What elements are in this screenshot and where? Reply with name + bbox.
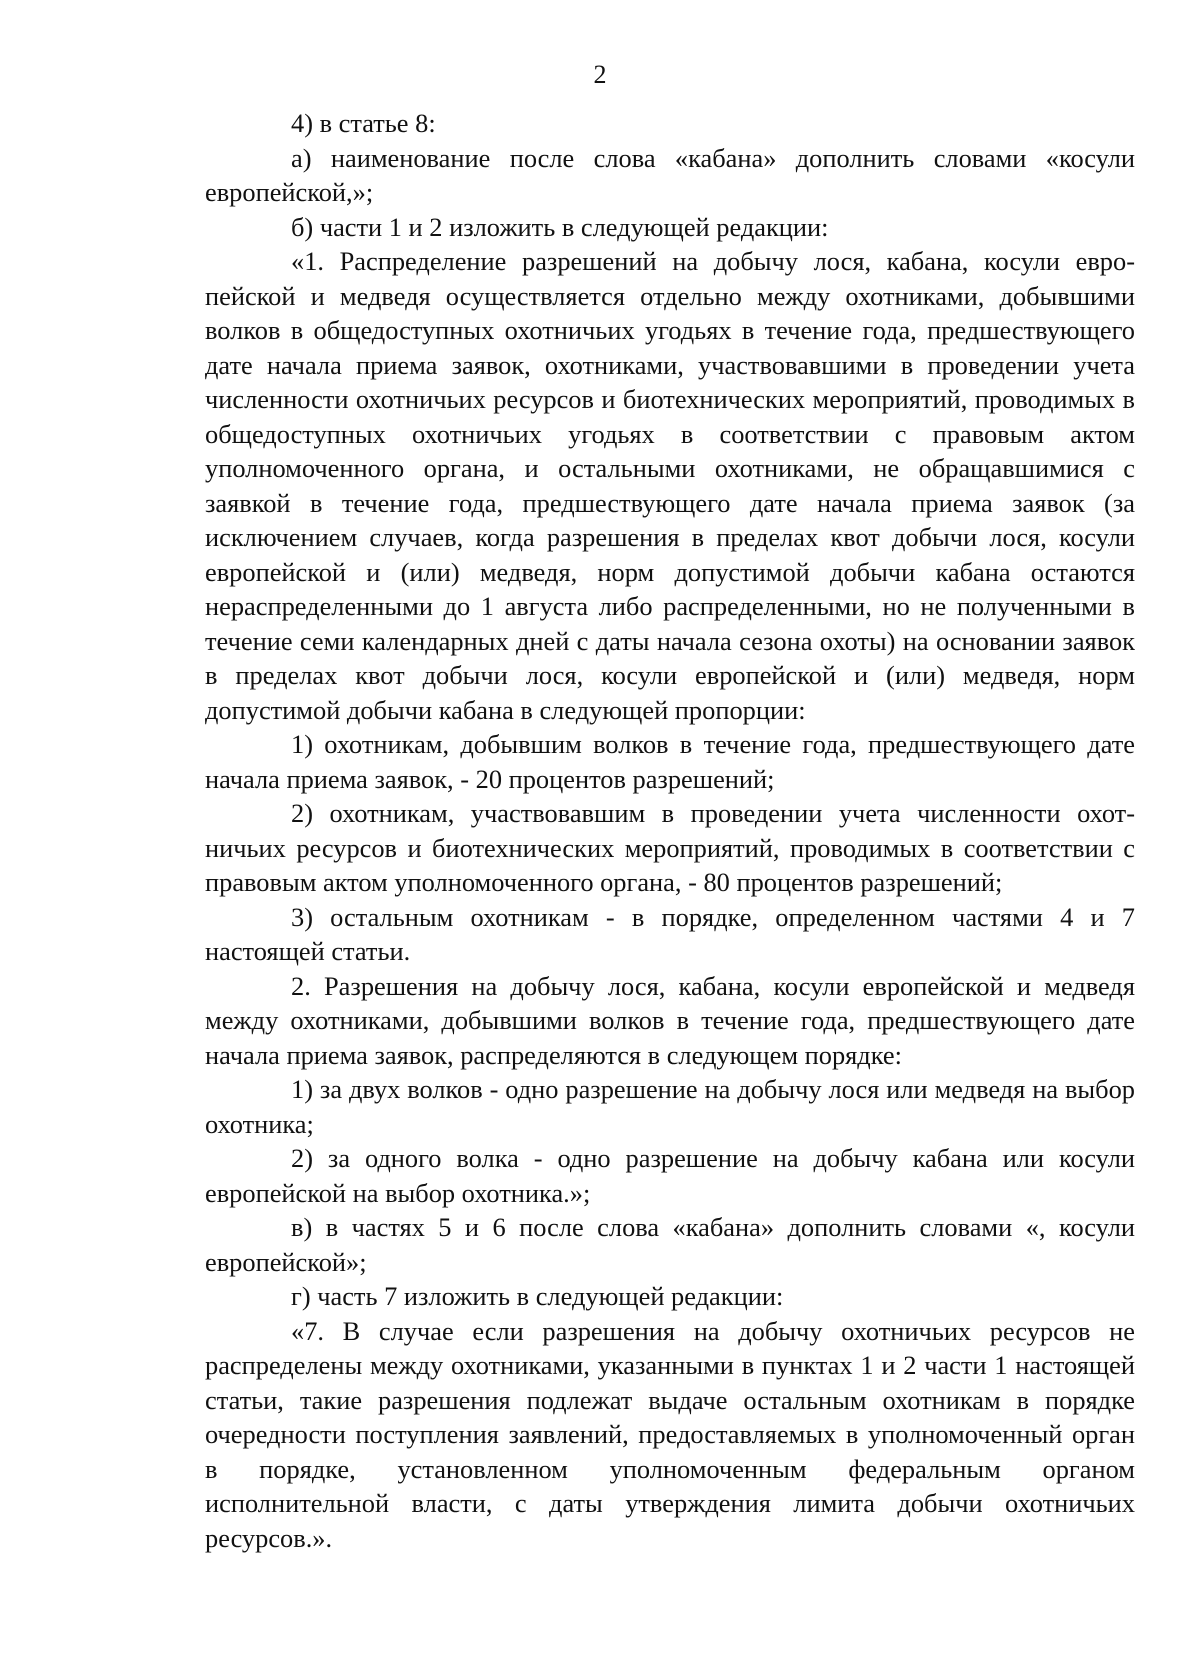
paragraph-item-v: в) в частях 5 и 6 после слова «кабана» дополнить словами «, косули европейской»; <box>205 1212 1135 1277</box>
document-body <box>205 106 1135 1555</box>
paragraph-part-2-point-1: 1) за двух волков - одно разрешение на добычу лося или медведя на выбор охотника; <box>205 1074 1135 1139</box>
paragraph-part-1-point-2: 2) охотникам, участвовавшим в проведении учета численности охотничьих ресурсов и биотехнических мероприятий, проводимых в соответствии с правовым актом уполномоченного органа, - 80 процентов разрешений; <box>205 798 1135 897</box>
page-number: 2 <box>593 60 607 89</box>
paragraph-part-1-point-3: 3) остальным охотникам - в порядке, определенном частями 4 и 7 настоящей статьи. <box>205 901 1135 966</box>
paragraph-part-2: 2. Разрешения на добычу лося, кабана, косули европейской и медведя между охотниками, добывшими волков в течение года, предшествующего дате начала приема заявок, распределяются в следующем порядке: <box>205 970 1135 1070</box>
paragraph-part-1-point-1: 1) охотникам, добывшим волков в течение года, предшествующего дате начала приема заявок, - 20 процентов разрешений; <box>205 729 1135 794</box>
paragraph-item-a: а) наименование после слова «кабана» дополнить словами «косули европейской,»; <box>205 142 1135 207</box>
paragraph-part-1: «1. Распределение разрешений на добычу лося, кабана, косули европейской и медведя осуществляется отдельно между охотниками, добывшими волков в общедоступных охотничьих угодьях в течение года, предшествующего дате начала приема заявок, охотниками, участвовавшими в проведении учета численности охотничьих ресурсов и биотехнических мероприятий, проводимых в общедоступных охотничьих угодьях в соответствии с правовым актом уполномоченного органа, и остальными охотниками, не обращавшимися с заявкой в течение года, предшествующего дате начала приема заявок (за исключением случаев, когда разрешения в пределах квот добычи лося, косули европейской и (или) медведя, норм допустимой добычи кабана остаются нераспределенными до 1 августа либо распределенными, но не полученными в течение семи календарных дней с даты начала сезона охоты) на основании заявок в пределах квот добычи лося, косули европейской и (или) медведя, норм допустимой добычи кабана в следующей пропорции: <box>205 246 1135 725</box>
paragraph-part-7: «7. В случае если разрешения на добычу охотничьих ресурсов не распределены между охотниками, указанными в пунктах 1 и 2 части 1 настоящей статьи, такие разрешения подлежат выдаче остальным охотникам в порядке очередности поступления заявлений, предоставляемых в уполномоченный орган в порядке, установленном уполномоченным федеральным органом исполнительной власти, с даты утверждения лимита добычи охотничьих ресурсов.». <box>205 1315 1135 1553</box>
paragraph-item-b: б) части 1 и 2 изложить в следующей редакции: <box>291 211 829 242</box>
paragraph-item-g: г) часть 7 изложить в следующей редакции: <box>291 1281 784 1311</box>
paragraph-part-2-point-2: 2) за одного волка - одно разрешение на добычу кабана или косули европейской на выбор охотника.»; <box>205 1143 1135 1208</box>
paragraph-article-8-heading: 4) в статье 8: <box>291 108 436 138</box>
